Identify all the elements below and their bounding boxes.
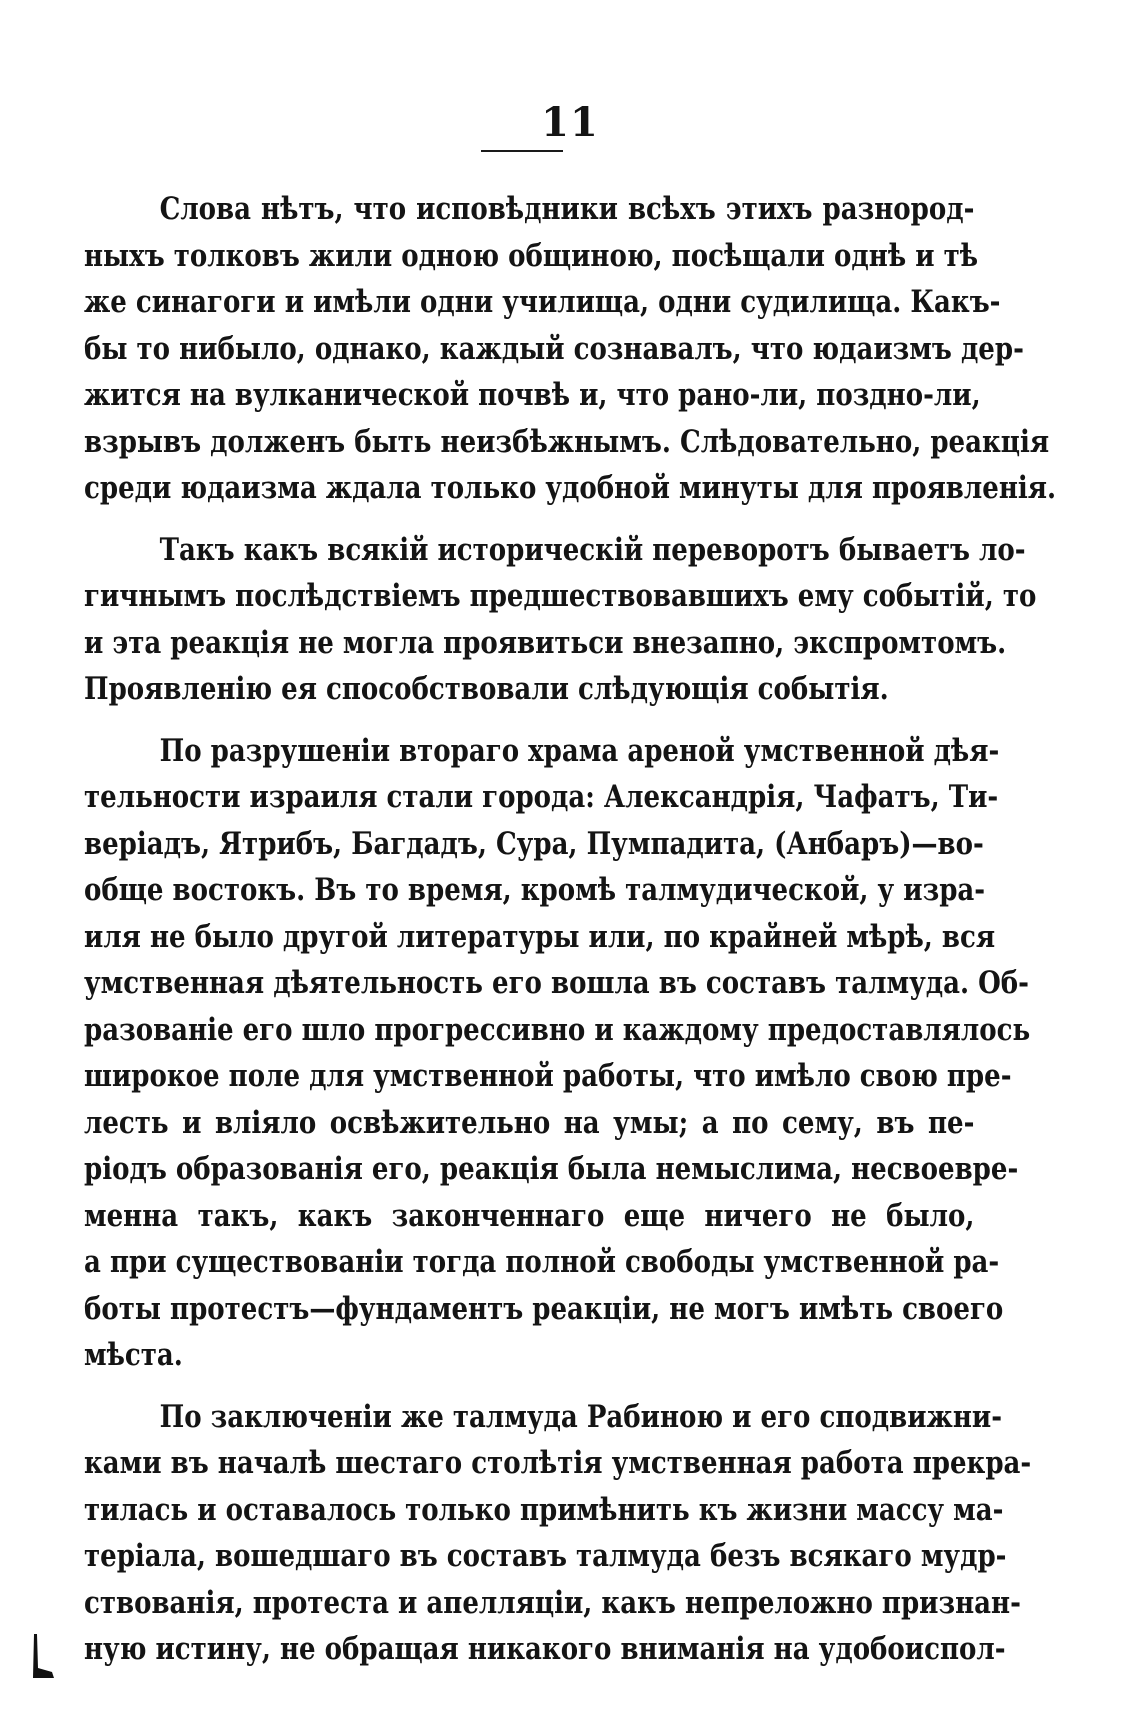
text-line: обще востокъ. Въ то время, кромѣ талмудической, у изра- bbox=[84, 872, 986, 908]
body-text bbox=[84, 186, 1057, 1688]
text-line: ствованія, протеста и апелляціи, какъ непреложно признан- bbox=[84, 1584, 1021, 1621]
text-line: Проявленію ея способствовали слѣдующія событія. bbox=[84, 671, 889, 707]
text-line: бы то нибыло, однако, каждый сознавалъ, что юдаизмъ дер- bbox=[84, 330, 1024, 367]
text-line: гичнымъ послѣдствіемъ предшествовавшихъ ему событій, то bbox=[84, 578, 1037, 614]
text-line: широкое поле для умственной работы, что имѣло свою пре- bbox=[84, 1058, 1012, 1094]
text-line: теріала, вошедшаго въ составъ талмуда безъ всякаго мудр- bbox=[84, 1538, 1007, 1574]
page-number: 11 bbox=[541, 99, 599, 146]
corner-scan-mark-icon bbox=[30, 1632, 56, 1680]
text-line: и эта реакція не могла проявитьси внезапно, экспромтомъ. bbox=[84, 624, 1007, 661]
text-line: умственная дѣятельность его вошла въ составъ талмуда. Об- bbox=[84, 965, 1029, 1001]
text-line: По заключеніи же талмуда Рабиною и его сподвижни- bbox=[159, 1398, 1003, 1435]
text-line: боты протестъ—фундаментъ реакціи, не могъ имѣть своего bbox=[84, 1290, 1004, 1327]
paragraph-1 bbox=[84, 186, 1057, 512]
text-line: лесть и вліяло освѣжительно на умы; а по сему, въ пе- bbox=[84, 1104, 975, 1141]
text-line: ками въ началѣ шестаго столѣтія умственная работа прекра- bbox=[84, 1445, 1032, 1481]
text-line: тельности израиля стали города: Александрія, Чафатъ, Ти- bbox=[84, 779, 999, 815]
text-line: ріодъ образованія его, реакція была немыслима, несвоевре- bbox=[84, 1151, 1019, 1187]
text-line: веріадъ, Ятрибъ, Багдадъ, Сура, Пумпадита, (Анбаръ)—во- bbox=[84, 825, 984, 862]
page-number-rule bbox=[481, 150, 563, 152]
text-line: жится на вулканической почвѣ и, что рано-ли, поздно-ли, bbox=[84, 377, 981, 413]
paragraph-4 bbox=[84, 1394, 1032, 1673]
paragraph-2 bbox=[84, 527, 1037, 713]
text-line: ныхъ толковъ жили одною общиною, посѣщали однѣ и тѣ bbox=[84, 237, 979, 274]
text-line: а при существованіи тогда полной свободы умственной ра- bbox=[84, 1244, 1000, 1280]
text-line: По разрушеніи втораго храма ареной умственной дѣя- bbox=[159, 732, 1000, 769]
text-line: же синагоги и имѣли одни училища, одни судилища. Какъ- bbox=[84, 284, 1001, 320]
paragraph-3 bbox=[84, 728, 1031, 1379]
text-line: иля не было другой литературы или, по крайней мѣрѣ, вся bbox=[84, 918, 996, 955]
text-line: ную истину, не обращая никакого вниманія на удобоиспол- bbox=[84, 1631, 1006, 1667]
text-line: взрывъ долженъ быть неизбѣжнымъ. Слѣдовательно, реакція bbox=[84, 423, 1050, 460]
text-line: менна такъ, какъ законченнаго еще ничего не было, bbox=[84, 1197, 975, 1234]
text-line: тилась и оставалось только примѣнить къ жизни массу ма- bbox=[84, 1491, 1004, 1528]
text-line: среди юдаизма ждала только удобной минуты для проявленія. bbox=[84, 470, 1057, 506]
text-line: разованіе его шло прогрессивно и каждому предоставлялось bbox=[84, 1011, 1031, 1048]
text-line: Слова нѣтъ, что исповѣдники всѣхъ этихъ разнород- bbox=[159, 191, 975, 227]
text-line: Такъ какъ всякій историческій переворотъ бываетъ ло- bbox=[159, 531, 1026, 568]
text-line: мѣста. bbox=[84, 1337, 183, 1373]
